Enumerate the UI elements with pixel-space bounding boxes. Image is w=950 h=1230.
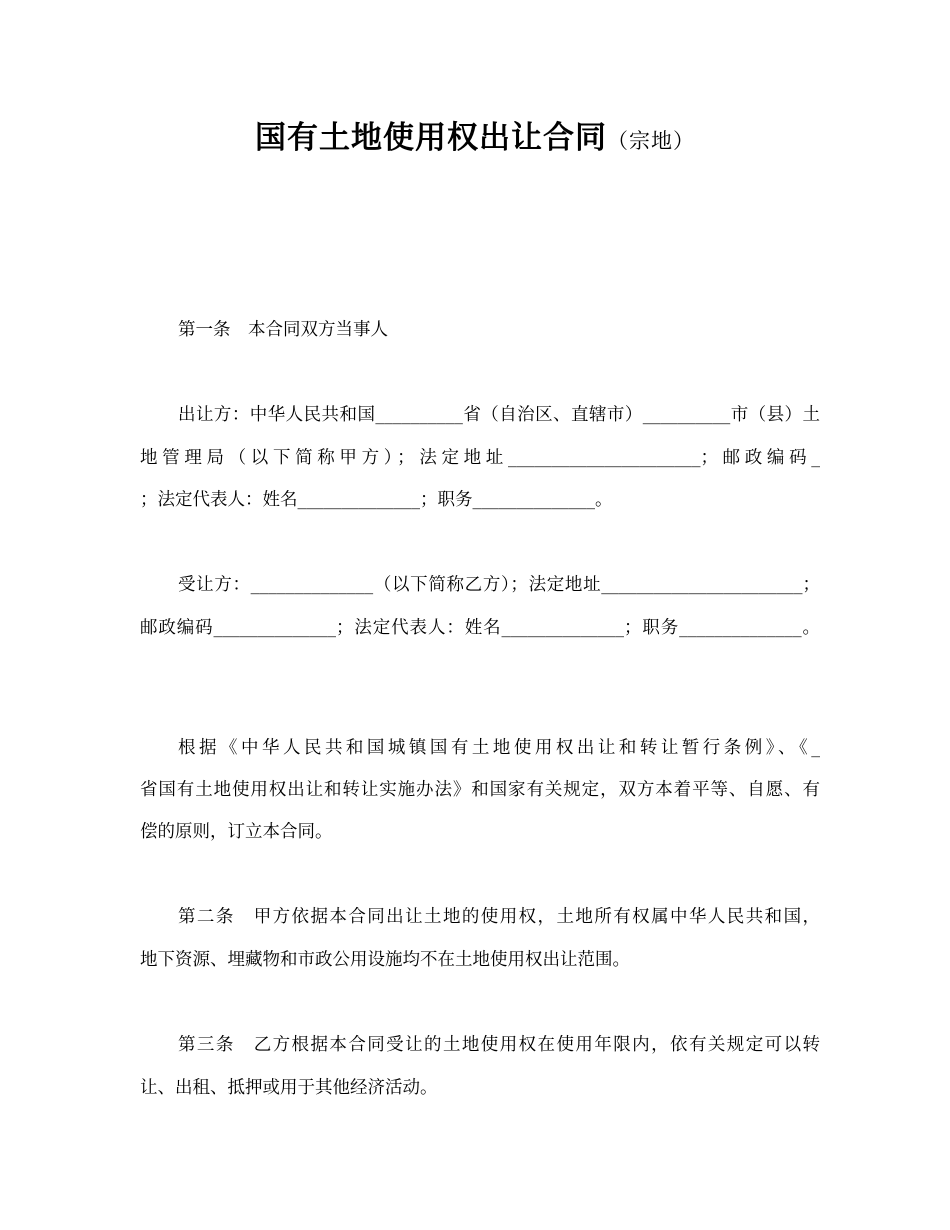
article-2-line-1: 第二条 甲方依据本合同出让土地的使用权，土地所有权属中华人民共和国， — [178, 907, 820, 927]
grantor-line-3: ；法定代表人：姓名______________；职务______________。 — [140, 490, 613, 510]
grantor-line-2: 地管理局（以下简称甲方）；法定地址______________________；邮政编码_ — [140, 448, 820, 468]
title-main: 国有土地使用权出让合同 — [255, 120, 607, 156]
basis-line-2: 省国有土地使用权出让和转让实施办法》和国家有关规定，双方本着平等、自愿、有 — [140, 780, 820, 800]
grantor-line-1: 出让方：中华人民共和国__________省（自治区、直辖市）__________市（县）土 — [178, 405, 820, 425]
document-title — [0, 112, 950, 157]
article-2-line-2: 地下资源、埋藏物和市政公用设施均不在土地使用权出让范围。 — [140, 950, 630, 970]
basis-line-3: 偿的原则，订立本合同。 — [140, 822, 333, 842]
basis-line-1: 根据《中华人民共和国城镇国有土地使用权出让和转让暂行条例》、《_ — [178, 738, 820, 758]
article-1-heading: 第一条 本合同双方当事人 — [178, 320, 388, 340]
article-3-line-2: 让、出租、抵押或用于其他经济活动。 — [140, 1078, 438, 1098]
title-sub: （宗地） — [607, 129, 695, 153]
article-3-line-1: 第三条 乙方根据本合同受让的土地使用权在使用年限内，依有关规定可以转 — [178, 1035, 820, 1055]
grantee-line-1: 受让方：______________（以下简称乙方）；法定地址_______________________； — [178, 575, 820, 595]
grantee-line-2: 邮政编码______________；法定代表人：姓名______________；职务______________。 — [140, 618, 820, 638]
